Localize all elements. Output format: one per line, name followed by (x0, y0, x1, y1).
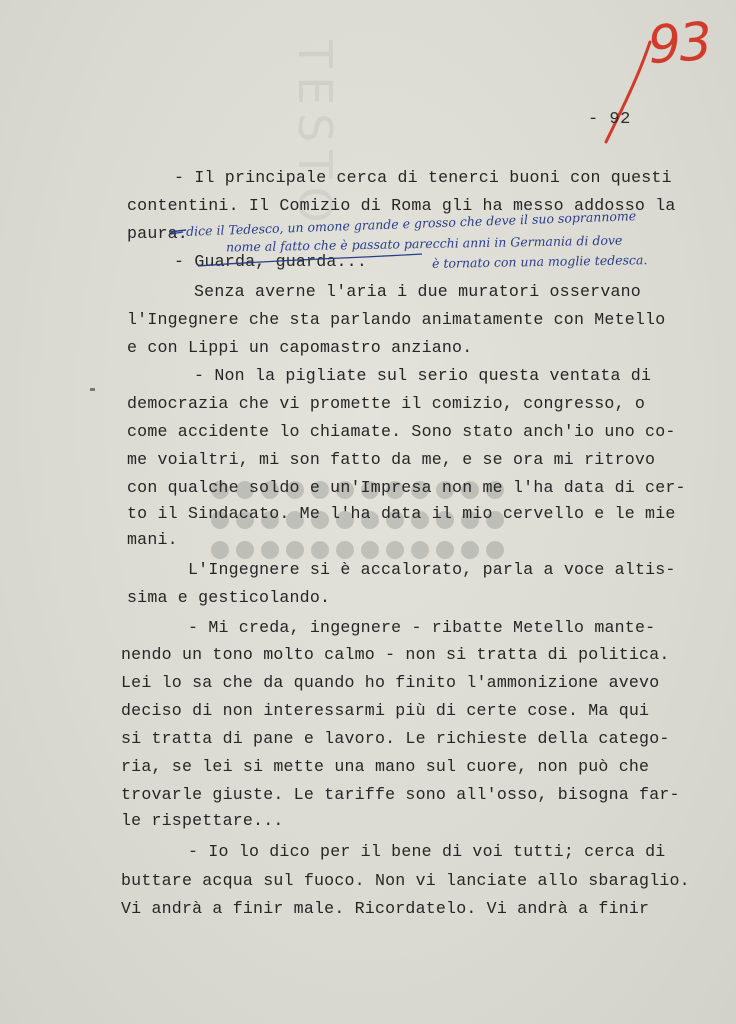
typed-line: e con Lippi un capomastro anziano. (127, 338, 473, 357)
typed-line: si tratta di pane e lavoro. Le richieste della catego- (121, 729, 670, 748)
typed-line: sima e gesticolando. (127, 588, 331, 607)
page-number: - 92 (588, 110, 631, 129)
typed-line: ria, se lei si mette una mano sul cuore, non può che (121, 757, 650, 776)
handwritten-insert-line: nome al fatto che è passato parecchi anni in Germania di dove (225, 232, 623, 255)
typed-line: me voialtri, mi son fatto da me, e se ora mi ritrovo (127, 450, 656, 469)
typed-line: - Non la pigliate sul serio questa ventata di (194, 366, 652, 385)
typed-line: L'Ingegnere si è accalorato, parla a voce altis- (188, 560, 676, 579)
typed-line: contentini. Il Comizio di Roma gli ha messo addosso la (127, 196, 676, 215)
handwritten-insert-line: è tornato con una moglie tedesca. (431, 252, 648, 271)
typed-line: mani. (127, 530, 178, 549)
typed-line: - Mi creda, ingegnere - ribatte Metello mante- (188, 618, 656, 637)
handwritten-guide-stroke (196, 248, 426, 270)
typed-line: l'Ingegnere che sta parlando animatamente con Metello (127, 310, 666, 329)
margin-mark (90, 388, 95, 391)
typed-line: - Io lo dico per il bene di voi tutti; cerca di (188, 842, 666, 861)
typed-line: come accidente lo chiamate. Sono stato anch'io uno co- (127, 422, 676, 441)
folio-number: 93 (645, 11, 713, 77)
typed-line: Vi andrà a finir male. Ricordatelo. Vi andrà a finir (121, 899, 650, 918)
typed-line: trovarle giuste. Le tariffe sono all'osso, bisogna far- (121, 785, 680, 804)
typed-line: - Guarda, guarda... (174, 252, 367, 271)
typed-line: to il Sindacato. Me l'ha data il mio cervello e le mie (127, 504, 676, 523)
handwritten-insert-line: dice il Tedesco, un omone grande e grosso che deve il suo soprannome (185, 208, 637, 239)
vertical-watermark: TESTO (288, 40, 342, 231)
typed-line: buttare acqua sul fuoco. Non vi lanciate allo sbaraglio. (121, 871, 690, 890)
typed-line: paura. (127, 224, 188, 243)
typed-line: nendo un tono molto calmo - non si tratta di politica. (121, 645, 670, 664)
typed-line: Senza averne l'aria i due muratori osservano (194, 282, 641, 301)
typed-line: le rispettare... (121, 811, 284, 830)
typed-line: deciso di non interessarmi più di certe cose. Ma qui (121, 701, 650, 720)
typed-line: - Il principale cerca di tenerci buoni con questi (174, 168, 672, 187)
typed-line: democrazia che vi promette il comizio, congresso, o (127, 394, 646, 413)
typed-line: Lei lo sa che da quando ho finito l'ammonizione avevo (121, 673, 660, 692)
typed-line: con qualche soldo e un'Impresa non me l'ha data di cer- (127, 478, 686, 497)
